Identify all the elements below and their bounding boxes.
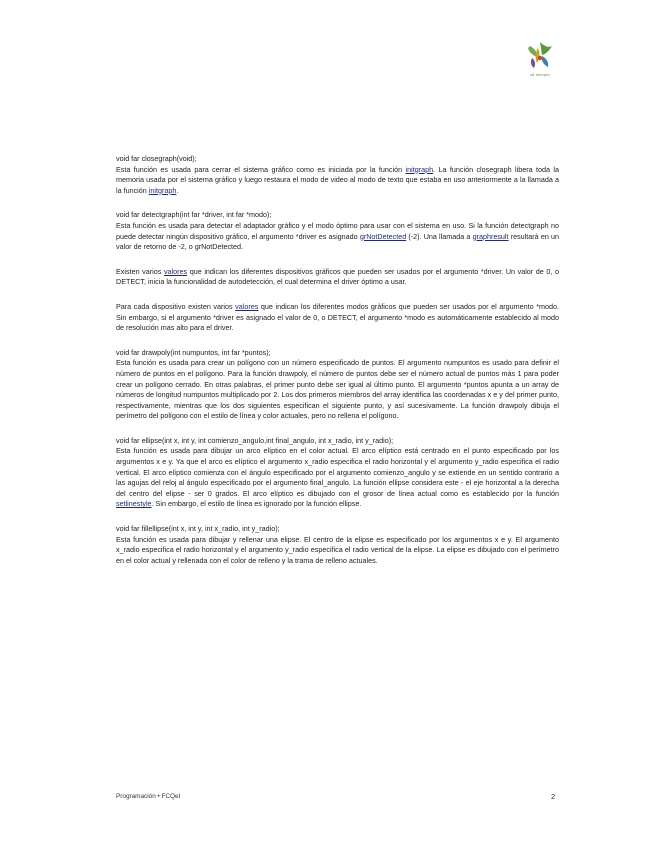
description-paragraph <box>116 302 559 334</box>
function-signature: void far detectgraph(int far *driver, int far *modo); <box>116 210 272 220</box>
text-run: Esta función es usada para dibujar un arco elíptico en el color actual. El arco elíptico está centrado en el punto especificado por los argumentos x e y. Ya que el arco es elíptico el argumento x_radio especifica el radio horizontal y el argumento y_radio especifica el radio vertical. El arco elíptico comienza con el ángulo especificado por el argumento comienzo_angulo y se extiende en un sentido contrario a las agujas del reloj al ángulo especificado por el argumento final_angulo. La función ellipse considera este - el eje horizontal a la derecha del centro del elipse - ser 0 grados. El arco elíptico es dibujado con el grosor de línea actual como es establecido por la función <box>116 446 559 498</box>
description-paragraph <box>116 446 559 510</box>
logo-graphic <box>518 36 562 80</box>
function-signature: void far fillellipse(int x, int y, int x_radio, int y_radio); <box>116 524 280 534</box>
text-run: que indican los diferentes modos gráficos que pueden ser usados por el argumento *modo. Sin embargo, si el argumento *driver es asignado el valor de 0, o DETECT, el argumento *modo es automáticamente establecido al modo de resolución mas alto para el driver. <box>116 301 559 333</box>
footer-course-label: Programación • FCQeI <box>116 793 181 800</box>
text-run: . <box>176 185 179 195</box>
document-body <box>116 154 559 580</box>
description-paragraph <box>116 267 559 288</box>
inline-link[interactable]: initgraph <box>148 185 177 195</box>
text-run: . La función closegraph libera toda la memoria usada por el sistema gráfico y luego restaura el modo de video al modo de texto que estaba en uso anteriormente a la llamada a la función <box>116 164 559 195</box>
description-paragraph <box>116 165 559 197</box>
function-block <box>116 267 559 288</box>
text-run: Existen varios <box>116 266 164 276</box>
function-block <box>116 524 559 566</box>
description-paragraph <box>116 535 559 567</box>
inline-link[interactable]: grNotDetected <box>359 231 407 241</box>
institution-logo-icon <box>518 36 562 80</box>
function-block <box>116 154 559 196</box>
logo-tagline: sit semper <box>529 72 551 77</box>
description-paragraph <box>116 358 559 422</box>
function-signature: void far closegraph(void); <box>116 154 197 163</box>
page-number: 2 <box>551 792 556 801</box>
function-block <box>116 210 559 252</box>
text-run: que indican los diferentes dispositivos gráficos que pueden ser usados por el argumento *driver. Un valor de 0, o DETECT, inicia la funcionalidad de autodetección, el cual determina el driver óptimo a usar. <box>116 266 559 287</box>
description-paragraph <box>116 221 559 253</box>
text-run: Para cada dispositivo existen varios <box>116 301 236 311</box>
function-block <box>116 436 559 510</box>
text-run: Esta función es usada para crear un polígono con un número especificado de puntos. El argumento numpuntos es usado para definir el número de puntos en el polígono. Para la función drawpoly, el número de puntos debe ser el número actual de puntos más 1 para poder crear un polígono cerrado. En otras palabras, el primer punto debe ser igual al último punto. El argumento *puntos apunta a un array de números de longitud numpuntos multiplicado por 2. Los dos primeros miembros del array identifica las coordenadas x e y del primer punto, respectivamente, mientras que los dos siguientes especifican el siguiente punto, y así sucesivamente. La función drawpoly dibuja el perímetro del polígono con el estilo de línea y color actuales, pero no rellena el polígono. <box>116 358 559 421</box>
inline-link[interactable]: valores <box>163 266 188 276</box>
text-run: Esta función es usada para dibujar y rellenar una elipse. El centro de la elipse es especificado por los argumentos x e y. El argumento x_radio especifica el radio horizontal y el argumento y_radio especifica el radio vertical de la elipse. La elipse es dibujado con el perímetro en el color actual y rellenada con el color de relleno y la trama de relleno actuales. <box>116 534 559 565</box>
text-run: Esta función es usada para cerrar el sistema gráfico como es iniciada por la función <box>116 164 406 174</box>
function-signature: void far drawpoly(int numpuntos, int far *puntos); <box>116 347 271 357</box>
function-block <box>116 302 559 334</box>
text-run: . Sin embargo, el estilo de línea es ignorado por la función ellipse. <box>151 499 362 509</box>
text-run: (-2). Una llamada a <box>406 231 473 241</box>
inline-link[interactable]: valores <box>235 301 259 311</box>
text-run: resultará en un valor de retorno de -2, o grNotDetected. <box>116 231 559 252</box>
inline-link[interactable]: graphresult <box>472 231 509 241</box>
inline-link[interactable]: setlinestyle <box>116 499 152 509</box>
function-block <box>116 348 559 422</box>
inline-link[interactable]: initgraph <box>405 164 434 174</box>
function-signature: void far ellipse(int x, int y, int comienzo_angulo,int final_angulo, int x_radio, int y_radio); <box>116 435 394 445</box>
text-run: Esta función es usada para detectar el adaptador gráfico y el modo óptimo para usar con el sistema en uso. Si la función detectgraph no puede detectar ningún dispositivo gráfico, el argumento *driver es asignado <box>116 220 559 241</box>
